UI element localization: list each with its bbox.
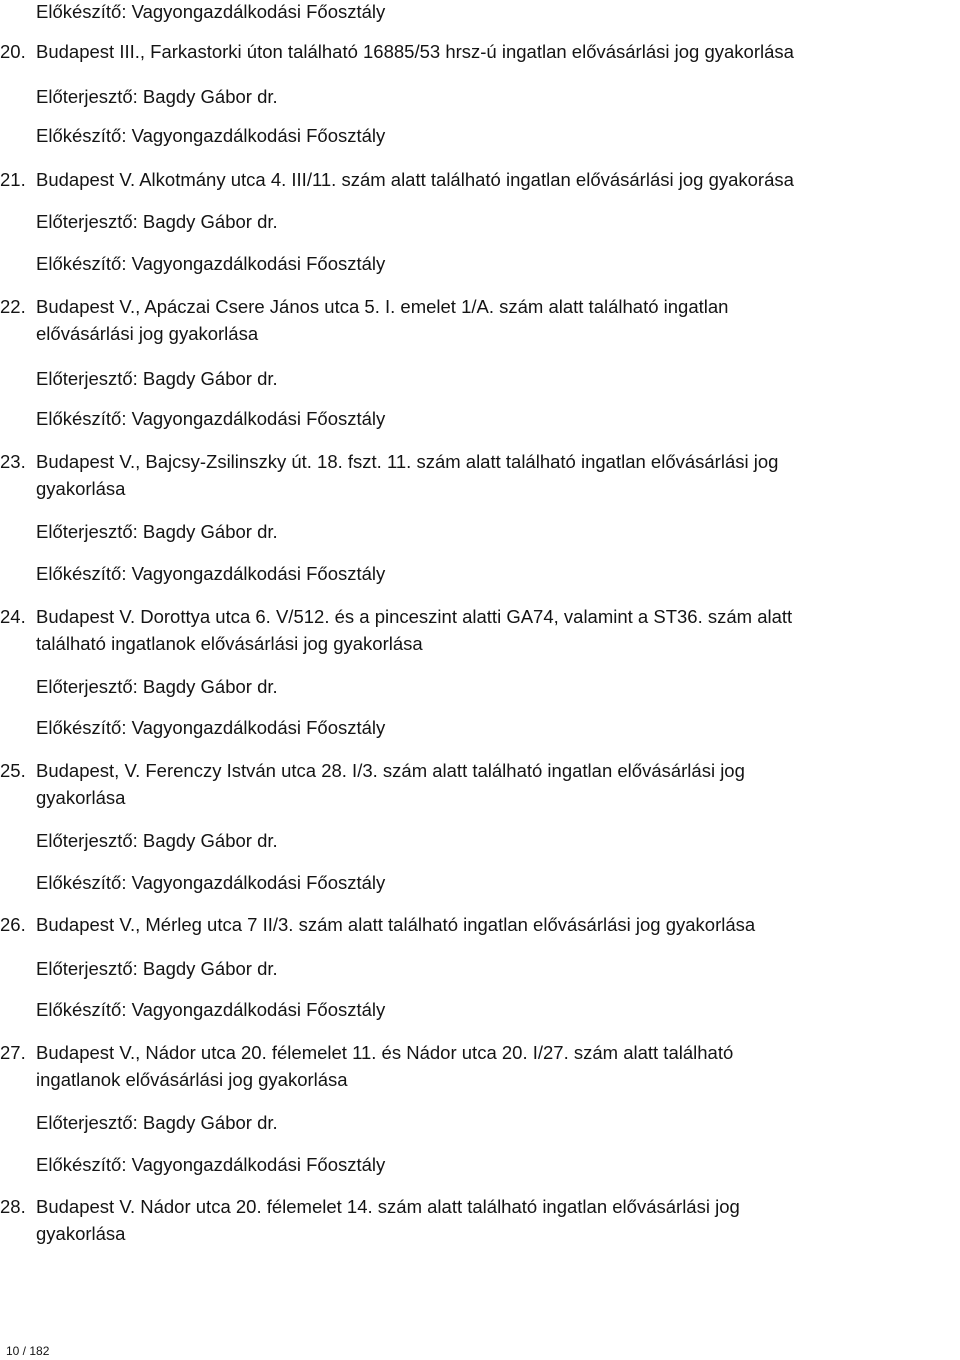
preparer-line: Előkészítő: Vagyongazdálkodási Főosztály [36,1,386,22]
presenter-line: Előterjesztő: Bagdy Gábor dr. [36,1112,278,1133]
item-number: 26. [0,914,26,935]
presenter-line: Előterjesztő: Bagdy Gábor dr. [36,830,278,851]
agenda-item-22 [0,293,860,347]
presenter-line: Előterjesztő: Bagdy Gábor dr. [36,86,278,107]
preparer-line: Előkészítő: Vagyongazdálkodási Főosztály [36,125,386,146]
item-number: 22. [0,296,26,317]
agenda-item-24 [0,603,860,657]
item-number: 24. [0,606,26,627]
presenter-line: Előterjesztő: Bagdy Gábor dr. [36,676,278,697]
agenda-item-27 [0,1039,860,1093]
presenter-line: Előterjesztő: Bagdy Gábor dr. [36,368,278,389]
item-number: 25. [0,760,26,781]
page-number: 10 / 182 [6,1344,50,1358]
preparer-line: Előkészítő: Vagyongazdálkodási Főosztály [36,872,386,893]
item-title: Budapest V. Dorottya utca 6. V/512. és a pinceszint alatti GA74, valamint a ST36. szám alatt található ingatlanok elővásárlási jog gyakorlása [36,606,793,654]
item-title: Budapest V., Mérleg utca 7 II/3. szám alatt található ingatlan elővásárlási jog gyakorlása [36,914,756,935]
item-title: Budapest V., Apáczai Csere János utca 5. I. emelet 1/A. szám alatt található ingatlan elővásárlási jog gyakorlása [36,296,729,344]
item-number: 28. [0,1196,26,1217]
agenda-item-23 [0,448,860,502]
item-number: 20. [0,41,26,62]
item-title: Budapest V. Nádor utca 20. félemelet 14. szám alatt található ingatlan elővásárlási jog gyakorlása [36,1196,740,1244]
agenda-item-20 [0,38,860,65]
agenda-item-26 [0,911,860,938]
agenda-item-28 [0,1193,860,1247]
agenda-item-21 [0,166,860,193]
preparer-line: Előkészítő: Vagyongazdálkodási Főosztály [36,999,386,1020]
presenter-line: Előterjesztő: Bagdy Gábor dr. [36,521,278,542]
item-number: 23. [0,451,26,472]
item-title: Budapest III., Farkastorki úton található 16885/53 hrsz-ú ingatlan elővásárlási jog gyakorlása [36,41,794,62]
preparer-line: Előkészítő: Vagyongazdálkodási Főosztály [36,253,386,274]
preparer-line: Előkészítő: Vagyongazdálkodási Főosztály [36,408,386,429]
preparer-line: Előkészítő: Vagyongazdálkodási Főosztály [36,717,386,738]
preparer-line: Előkészítő: Vagyongazdálkodási Főosztály [36,1154,386,1175]
item-number: 27. [0,1042,26,1063]
agenda-item-25 [0,757,860,811]
item-title: Budapest V., Nádor utca 20. félemelet 11. és Nádor utca 20. I/27. szám alatt található ingatlanok elővásárlási jog gyakorlása [36,1042,734,1090]
preparer-line: Előkészítő: Vagyongazdálkodási Főosztály [36,563,386,584]
presenter-line: Előterjesztő: Bagdy Gábor dr. [36,211,278,232]
item-title: Budapest, V. Ferenczy István utca 28. I/3. szám alatt található ingatlan elővásárlási jog gyakorlása [36,760,745,808]
item-title: Budapest V. Alkotmány utca 4. III/11. szám alatt található ingatlan elővásárlási jog gyakorása [36,169,794,190]
presenter-line: Előterjesztő: Bagdy Gábor dr. [36,958,278,979]
item-title: Budapest V., Bajcsy-Zsilinszky út. 18. fszt. 11. szám alatt található ingatlan elővásárlási jog gyakorlása [36,451,779,499]
item-number: 21. [0,169,26,190]
